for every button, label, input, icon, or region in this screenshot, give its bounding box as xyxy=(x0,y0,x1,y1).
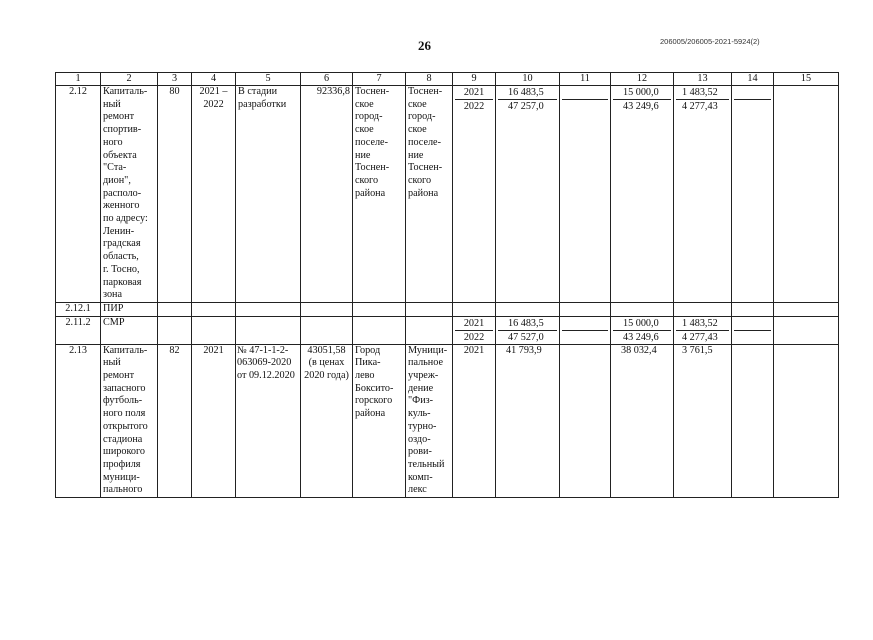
header-cell: 14 xyxy=(732,73,774,86)
empty-cell xyxy=(158,302,192,316)
object-name: ПИР xyxy=(101,302,158,316)
empty-sub xyxy=(734,331,771,344)
amount-value: 43 249,6 xyxy=(623,101,659,112)
empty-cell xyxy=(353,316,406,344)
cell-years xyxy=(453,86,496,303)
amount-value: 4 277,43 xyxy=(682,101,718,112)
cell-col12 xyxy=(611,316,674,344)
empty-sub xyxy=(734,100,771,113)
empty-sub xyxy=(734,86,771,100)
cell-col15 xyxy=(774,86,839,303)
header-cell: 15 xyxy=(774,73,839,86)
header-cell: 11 xyxy=(560,73,611,86)
row-number: 2.12.1 xyxy=(56,302,101,316)
empty-sub xyxy=(562,100,608,113)
cell-col14 xyxy=(732,344,774,497)
cell-col10 xyxy=(496,86,560,303)
empty-cell xyxy=(301,316,353,344)
cell-col11 xyxy=(560,344,611,497)
amount-value: 47 257,0 xyxy=(508,101,544,112)
header-row xyxy=(56,73,839,86)
cell-col11 xyxy=(560,316,611,344)
cell-col12 xyxy=(611,86,674,303)
cell-expertise: № 47-1-1-2- 063069-2020 от 09.12.2020 xyxy=(236,344,301,497)
amount-value: 4 277,43 xyxy=(682,331,718,343)
cell-col10 xyxy=(496,316,560,344)
empty-cell xyxy=(674,302,732,316)
empty-cell xyxy=(611,302,674,316)
empty-cell xyxy=(192,316,236,344)
cell-customer: Тоснен- ское город- ское поселе- ние Тоснен- ского района xyxy=(406,86,453,303)
year-value: 2022 xyxy=(463,331,485,343)
cell-col11 xyxy=(560,86,611,303)
empty-sub xyxy=(562,86,608,100)
amount-value: 47 527,0 xyxy=(508,331,544,343)
table-row xyxy=(56,344,839,497)
cell-col10: 41 793,9 xyxy=(496,344,560,497)
row-number: 2.11.2 xyxy=(56,316,101,344)
header-cell: 5 xyxy=(236,73,301,86)
page-number: 26 xyxy=(418,38,431,53)
cell-cost: 43051,58 (в ценах 2020 года) xyxy=(301,344,353,497)
empty-sub xyxy=(562,317,608,331)
year-value: 2021 xyxy=(455,317,493,331)
cell-col3: 82 xyxy=(158,344,192,497)
header-cell: 4 xyxy=(192,73,236,86)
budget-table xyxy=(55,72,839,498)
object-name: Капиталь- ный ремонт запасного футболь- ного поля открытого стадиона широкого профиля муници- пального xyxy=(101,344,158,497)
table-row xyxy=(56,302,839,316)
amount-value: 43 249,6 xyxy=(623,331,659,343)
header-cell: 1 xyxy=(56,73,101,86)
cell-year: 2021 xyxy=(453,344,496,497)
empty-cell xyxy=(496,302,560,316)
amount-value: 15 000,0 xyxy=(613,317,671,331)
empty-cell xyxy=(774,302,839,316)
cell-col12: 38 032,4 xyxy=(611,344,674,497)
header-cell: 3 xyxy=(158,73,192,86)
header-cell: 2 xyxy=(101,73,158,86)
cell-col14 xyxy=(732,316,774,344)
cell-cost: 92336,8 xyxy=(301,86,353,303)
header-cell: 6 xyxy=(301,73,353,86)
amount-value: 1 483,52 xyxy=(676,86,729,100)
empty-cell xyxy=(560,302,611,316)
year-value: 2021 xyxy=(455,86,493,100)
empty-cell xyxy=(406,302,453,316)
table-row xyxy=(56,316,839,344)
empty-cell xyxy=(236,316,301,344)
cell-expertise: В стадии разработки xyxy=(236,86,301,303)
amount-value: 1 483,52 xyxy=(676,317,729,331)
empty-sub xyxy=(562,331,608,344)
empty-cell xyxy=(406,316,453,344)
header-cell: 7 xyxy=(353,73,406,86)
amount-value: 15 000,0 xyxy=(613,86,671,100)
cell-municipality: Город Пика- лево Боксито- горского района xyxy=(353,344,406,497)
empty-cell xyxy=(158,316,192,344)
year-value: 2022 xyxy=(463,101,485,112)
cell-col15 xyxy=(774,344,839,497)
cell-period: 2021 xyxy=(192,344,236,497)
cell-customer: Муници- пальное учреж- дение "Физ- куль- турно- оздо- рови- тельный комп- лекс xyxy=(406,344,453,497)
amount-value: 16 483,5 xyxy=(498,86,557,100)
cell-municipality: Тоснен- ское город- ское поселе- ние Тоснен- ского района xyxy=(353,86,406,303)
empty-cell xyxy=(192,302,236,316)
object-name: Капиталь- ный ремонт спортив- ного объекта "Ста- дион", располо- женного по адресу: Ленин- градская область, г. Тосно, парковая зона xyxy=(101,86,158,303)
empty-cell xyxy=(453,302,496,316)
document-code: 206005/206005-2021-5924(2) xyxy=(660,37,760,46)
object-name: СМР xyxy=(101,316,158,344)
table-row xyxy=(56,86,839,303)
cell-col3: 80 xyxy=(158,86,192,303)
empty-cell xyxy=(353,302,406,316)
row-number: 2.12 xyxy=(56,86,101,303)
row-number: 2.13 xyxy=(56,344,101,497)
cell-col13: 3 761,5 xyxy=(674,344,732,497)
empty-cell xyxy=(301,302,353,316)
empty-sub xyxy=(734,317,771,331)
header-cell: 10 xyxy=(496,73,560,86)
cell-col13 xyxy=(674,316,732,344)
cell-years xyxy=(453,316,496,344)
cell-col15 xyxy=(774,316,839,344)
header-cell: 13 xyxy=(674,73,732,86)
empty-cell xyxy=(732,302,774,316)
cell-col13 xyxy=(674,86,732,303)
cell-col14 xyxy=(732,86,774,303)
header-cell: 9 xyxy=(453,73,496,86)
header-cell: 8 xyxy=(406,73,453,86)
cell-period: 2021 – 2022 xyxy=(192,86,236,303)
empty-cell xyxy=(236,302,301,316)
amount-value: 16 483,5 xyxy=(498,317,557,331)
header-cell: 12 xyxy=(611,73,674,86)
